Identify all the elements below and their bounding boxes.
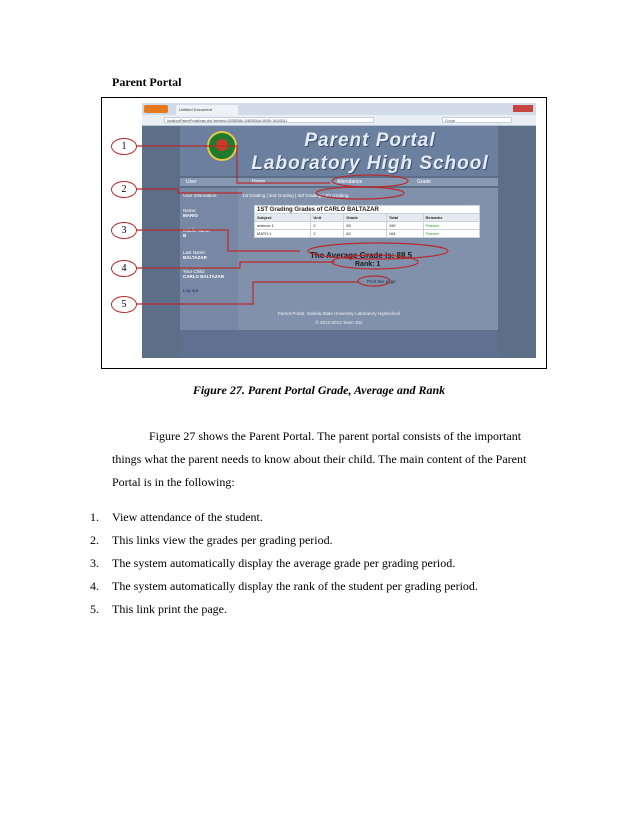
cell-total: 190 bbox=[386, 222, 423, 230]
browser-tab[interactable]: Untitled Document bbox=[176, 105, 238, 115]
header-subject: Subject bbox=[255, 214, 311, 222]
cell-remarks: Passed bbox=[423, 222, 479, 230]
cell-grade: 95 bbox=[344, 222, 387, 230]
site-title: Parent Portal bbox=[304, 130, 436, 151]
site-footer-line1: Parent Portal. Isabela State University Laboratory Highschool bbox=[277, 311, 401, 316]
cell-subject: MATH 1 bbox=[255, 230, 311, 238]
cell-grade: 82 bbox=[344, 230, 387, 238]
school-logo-emblem bbox=[216, 139, 228, 151]
student-rank: Rank: 1 bbox=[355, 261, 381, 268]
header-unit: Unit bbox=[311, 214, 344, 222]
nav-grade[interactable]: Grade bbox=[417, 179, 431, 185]
cell-unit: 2 bbox=[311, 230, 344, 238]
paragraph-line: Portal is in the following: bbox=[112, 475, 235, 489]
callout-marker-3: 3 bbox=[111, 222, 137, 239]
nav-user: User bbox=[186, 179, 197, 185]
grades-table bbox=[254, 205, 480, 238]
site-subtitle: Laboratory High School bbox=[251, 153, 489, 174]
header-total: Total bbox=[386, 214, 423, 222]
cell-total: 164 bbox=[386, 230, 423, 238]
section-heading: Parent Portal bbox=[112, 75, 182, 89]
list-number: 2. bbox=[90, 533, 99, 547]
callout-marker-1: 1 bbox=[111, 138, 137, 155]
callout-marker-2: 2 bbox=[111, 181, 137, 198]
site-footer bbox=[180, 330, 498, 358]
table-row bbox=[255, 222, 480, 230]
browser-screenshot bbox=[142, 103, 536, 358]
table-row bbox=[255, 230, 480, 238]
paragraph-line: things what the parent needs to know about their child. The main content of the Parent bbox=[112, 452, 527, 466]
print-page-link[interactable]: Print this page bbox=[367, 279, 396, 284]
list-item: The system automatically display the rank of the student per grading period. bbox=[112, 579, 478, 593]
child-label: Your Child: bbox=[183, 269, 205, 274]
callout-marker-4: 4 bbox=[111, 260, 137, 277]
list-number: 3. bbox=[90, 556, 99, 570]
last-name-value: BALTAZAR bbox=[183, 255, 207, 260]
name-value: MARIO bbox=[183, 213, 198, 218]
last-name-label: Last Name: bbox=[183, 250, 207, 255]
list-number: 4. bbox=[90, 579, 99, 593]
list-item: This link print the page. bbox=[112, 602, 227, 616]
grading-period-links[interactable]: 1st Grading | 2nd Grading | 3rd Grading | 4th Grading bbox=[242, 193, 349, 198]
grades-table-caption: 1ST Grading Grades of CARLO BALTAZAR bbox=[255, 206, 480, 214]
list-number: 1. bbox=[90, 510, 99, 524]
list-item: The system automatically display the average grade per grading period. bbox=[112, 556, 456, 570]
header-grade: Grade bbox=[344, 214, 387, 222]
list-number: 5. bbox=[90, 602, 99, 616]
child-value: CARLO BALTAZAR bbox=[183, 274, 225, 279]
list-item: This links view the grades per grading period. bbox=[112, 533, 333, 547]
site-footer-line2: © 2012-2013 Team 302 bbox=[315, 320, 363, 325]
table-header-row bbox=[255, 214, 480, 222]
callout-marker-5: 5 bbox=[111, 296, 137, 313]
paragraph-line: Figure 27 shows the Parent Portal. The parent portal consists of the important bbox=[149, 429, 522, 443]
user-information-label: User Information: bbox=[183, 193, 218, 198]
cell-subject: science 1 bbox=[255, 222, 311, 230]
browser-search-box[interactable]: Google bbox=[442, 117, 512, 123]
average-grade: The Average Grade is: 88.5 bbox=[310, 251, 413, 260]
nav-home[interactable]: Home bbox=[252, 179, 266, 185]
middle-name-label: Middle Name: bbox=[183, 228, 211, 233]
cell-unit: 2 bbox=[311, 222, 344, 230]
list-item: View attendance of the student. bbox=[112, 510, 263, 524]
figure-caption: Figure 27. Parent Portal Grade, Average and Rank bbox=[192, 383, 446, 397]
middle-name-value: B bbox=[183, 233, 187, 238]
firefox-menu-button[interactable] bbox=[144, 105, 168, 113]
logout-link[interactable]: Log out bbox=[183, 288, 199, 293]
page-background-left bbox=[142, 126, 180, 358]
header-remarks: Remarks bbox=[423, 214, 479, 222]
page-background-right bbox=[498, 126, 536, 358]
window-close-button[interactable] bbox=[513, 105, 533, 112]
name-label: Name: bbox=[183, 208, 197, 213]
address-bar[interactable]: localhost/ParentPortal/main.php?selected=1BS8S8&f=16BS8S&id=1BS8=16L54D&1 bbox=[164, 117, 374, 123]
cell-remarks: Passed bbox=[423, 230, 479, 238]
nav-attendance[interactable]: Attendance bbox=[337, 179, 363, 185]
